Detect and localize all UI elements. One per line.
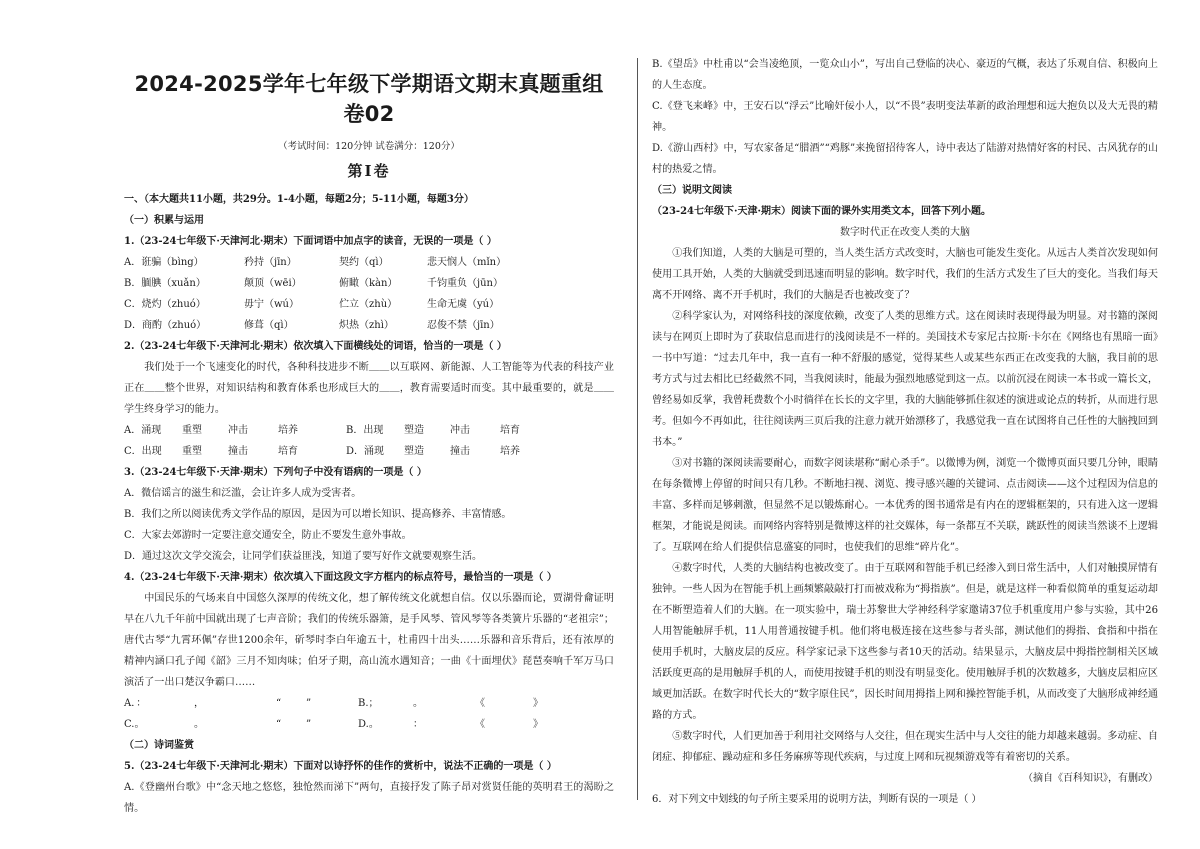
q6-stem: 6．对下列文中划线的句子所主要采用的说明方法，判断有误的一项是（ ） bbox=[652, 794, 982, 805]
q1-cell: 修葺（qì） bbox=[244, 320, 294, 331]
q2-passage: 我们处于一个飞速变化的时代，各种科技进步不断＿＿以互联网、新能源、人工智能等为代表的科技产业正在＿＿整个世界，对知识结构和教育体系也形成巨大的＿＿，教育需要适时而变。其中最重要的，就是＿＿学生终身学习的能力。 bbox=[124, 362, 614, 415]
q4-cell: 。 bbox=[194, 719, 204, 730]
q2-cell: 重塑 bbox=[182, 446, 202, 457]
q1-stem: 1.（23-24七年级下·天津河北·期末）下面词语中加点字的读音，无误的一项是（ ） bbox=[124, 236, 497, 247]
q4-cell: 《 bbox=[475, 719, 485, 730]
q4-stem: 4.（23-24七年级下·天津·期末）依次填入下面这段文字方框内的标点符号，最恰当的一项是（ ） bbox=[124, 572, 557, 583]
q1-cell: A．诳骗（bìng） bbox=[124, 257, 204, 268]
q4-cell: ” bbox=[306, 698, 312, 709]
q1-cell: D．商酌（zhuó） bbox=[124, 320, 207, 331]
q1-cell: 炽热（zhì） bbox=[339, 320, 394, 331]
q3-option: A．微信谣言的滋生和泛滥，会让许多人成为受害者。 bbox=[124, 488, 362, 499]
q4-option-row bbox=[124, 693, 614, 714]
q4-cell: 》 bbox=[533, 698, 543, 709]
q4-cell: A．： bbox=[124, 698, 147, 709]
q4-option-row bbox=[124, 714, 614, 735]
q1-cell: 颠顶（wēi） bbox=[244, 278, 302, 289]
q2-option-row bbox=[124, 420, 614, 441]
q2-cell: 重塑 bbox=[182, 425, 202, 436]
q4-cell: B.； bbox=[358, 698, 379, 709]
q2-cell: 冲击 bbox=[450, 425, 470, 436]
article-paragraph: ①我们知道，人类的大脑是可塑的，当人类生活方式改变时，大脑也可能发生变化。从远古人类首次发现如何使用工具开始，人类的大脑就受到迅速而明显的影响。数字时代，我们的生活方式发生了巨大的变化。当我们每天离不开网络、离不开手机时，我们的大脑是否也被改变了？ bbox=[652, 248, 1158, 301]
article-source: （摘自《百科知识》，有删改） bbox=[1023, 773, 1158, 784]
sub-heading-2: （二）诗词鉴赏 bbox=[124, 740, 194, 751]
q1-option-row bbox=[124, 252, 614, 273]
reading-stem: （23-24七年级下·天津·期末）阅读下面的课外实用类文本，回答下列小题。 bbox=[652, 206, 991, 217]
q2-cell: 撞击 bbox=[450, 446, 470, 457]
q5-stem: 5.（23-24七年级下·天津河北·期末）下面对以诗抒怀的佳作的赏析中，说法不正确的一项是（ ） bbox=[124, 761, 557, 772]
q3-option: D．通过这次文学交流会，让同学们获益匪浅，知道了要写好作文就要观察生活。 bbox=[124, 551, 483, 562]
q2-cell: D．涌现 bbox=[346, 446, 385, 457]
q2-cell: 培育 bbox=[278, 446, 298, 457]
right-column bbox=[642, 0, 1200, 849]
q2-cell: 培养 bbox=[500, 446, 520, 457]
q2-cell: 培育 bbox=[500, 425, 520, 436]
q2-cell: 培养 bbox=[278, 425, 298, 436]
q3-stem: 3.（23-24七年级下·天津·期末）下列句子中没有语病的一项是（ ） bbox=[124, 467, 427, 478]
q1-cell: 忍俊不禁（jīn） bbox=[427, 320, 500, 331]
q1-option-row bbox=[124, 315, 614, 336]
q2-cell: B．出现 bbox=[346, 425, 384, 436]
q2-cell: 塑造 bbox=[404, 425, 424, 436]
article-paragraph: ④数字时代，人类的大脑结构也被改变了。由于互联网和智能手机已经渗入到日常生活中，人们对触摸屏情有独钟。一些人因为在智能手机上画频繁敲敲打打而被戏称为“拇指族”。但是，就是这样一种看似简单的重复运动却在不断塑造着人们的大脑。在一项实验中，瑞士苏黎世大学神经科学家邀请37位手机重度用户参与实验，其中26人用智能触屏手机，11人用普通按键手机。他们将电极连接在这些参与者头部，测试他们的拇指、食指和中指在使用手机时，大脑皮层的反应。科学家记录下这些参与者10天的活动。结果显示，大脑皮层中拇指控制相关区域活跃度更高的是用触屏手机的人，而使用按键手机的则没有明显变化。使用触屏手机的次数越多，大脑皮层相应区域更加活跃。在数字时代长大的“数字原住民”，因长时间用拇指上网和操控智能手机，从而改变了大脑形成神经通路的方式。 bbox=[652, 563, 1158, 721]
article-title: 数字时代正在改变人类的大脑 bbox=[840, 227, 970, 238]
q2-cell: 冲击 bbox=[228, 425, 248, 436]
q2-option-row bbox=[124, 441, 614, 462]
q1-cell: 悲天悯人（mǐn） bbox=[427, 257, 507, 268]
q5-option-a: A.《登幽州台歌》中“念天地之悠悠，独怆然而涕下”两句，直接抒发了陈子昂对赏贤任能的英明君王的渴盼之情。 bbox=[124, 782, 614, 814]
q3-option: B．我们之所以阅读优秀文学作品的原因，是因为可以增长知识、提高修养、丰富情感。 bbox=[124, 509, 512, 520]
article-paragraph: ②科学家认为，对网络科技的深度依赖，改变了人类的思维方式。这在阅读时表现得最为明显。对书籍的深阅读与在网页上即时为了获取信息而进行的浅阅读是不一样的。美国技术专家尼古拉斯·卡尔在《网络也有黑暗一面》一书中写道：“过去几年中，我一直有一种不舒服的感觉，觉得某些人或某些东西正在改变我的大脑，我目前的思考方式与过去相比已经截然不同，当我阅读时，能最为强烈地感觉到这一点。以前沉浸在阅读一本书或一篇长文，曾经易如反掌，我曾耗费数个小时徜徉在长长的文字里，我的大脑能够抓住叙述的演进或论点的转折，从而进行思考。但如今不再如此，往往阅读两三页后我的注意力就开始漂移了，我感觉我一直在试图将自己任性的大脑拽回到书本。” bbox=[652, 311, 1158, 448]
q2-stem: 2.（23-24七年级下·天津河北·期末）依次填入下面横线处的词语，恰当的一项是（ ） bbox=[124, 341, 507, 352]
q5-option-b: B.《望岳》中杜甫以“会当凌绝顶，一览众山小”，写出自己登临的决心、豪迈的气概，表达了乐观自信、积极向上的人生态度。 bbox=[652, 59, 1158, 91]
column-divider bbox=[637, 58, 638, 800]
q4-cell: “ bbox=[276, 698, 282, 709]
q2-cell: C．出现 bbox=[124, 446, 162, 457]
q2-cell: A．涌现 bbox=[124, 425, 162, 436]
q3-option: C．大家去郊游时一定要注意交通安全，防止不要发生意外事故。 bbox=[124, 530, 412, 541]
q1-option-row bbox=[124, 273, 614, 294]
q1-cell: B．腼腆（xuǎn） bbox=[124, 278, 206, 289]
q1-cell: 俯瞰（kàn） bbox=[339, 278, 398, 289]
q1-cell: 千钧重负（jūn） bbox=[427, 278, 503, 289]
q1-cell: C．烧灼（zhuó） bbox=[124, 299, 206, 310]
q4-cell: 》 bbox=[533, 719, 543, 730]
page-title: 2024-2025学年七年级下学期语文期末真题重组卷02 bbox=[134, 72, 604, 126]
q2-cell: 塑造 bbox=[404, 446, 424, 457]
q1-cell: 矜持（jīn） bbox=[244, 257, 297, 268]
part-heading: 一、（本大题共11小题，共29分。1-4小题，每题2分；5-11小题，每题3分） bbox=[124, 194, 474, 205]
q4-cell: C.。 bbox=[124, 719, 145, 730]
q5-option-d: D.《游山西村》中，写农家备足“腊酒”“鸡豚”来挽留招待客人，诗中表达了陆游对热情好客的村民、古风犹存的山村的热爱之情。 bbox=[652, 143, 1158, 175]
sub-heading-1: （一）积累与运用 bbox=[124, 215, 204, 226]
q4-cell: D.。 bbox=[358, 719, 379, 730]
q2-cell: 撞击 bbox=[228, 446, 248, 457]
q4-passage: 中国民乐的气场来自中国悠久深厚的传统文化，想了解传统文化就想自信。仅以乐器而论，贾湖骨龠证明早在八九千年前中国就出现了七声音阶；我们的传统乐器箫，是手风琴、管风琴等各类簧片乐器的“老祖宗”；唐代古琴“九霄环佩”存世1200余年，斫琴时李白年逾五十，杜甫四十出头……乐器和音乐背后，还有浓厚的精神内涵口孔子闻《韶》三月不知肉味；伯牙子期，高山流水遇知音；一曲《十面埋伏》琵琶奏响千军万马口演活了一出口楚汉争霸口…… bbox=[124, 593, 614, 688]
q1-cell: 契约（qì） bbox=[339, 257, 389, 268]
q1-option-row bbox=[124, 294, 614, 315]
q4-cell: “ bbox=[276, 719, 282, 730]
q4-cell: ： bbox=[413, 719, 423, 730]
sub-heading-3: （三）说明文阅读 bbox=[652, 185, 732, 196]
q1-cell: 生命无虞（yú） bbox=[427, 299, 500, 310]
q4-cell: 。 bbox=[413, 698, 423, 709]
article-paragraph: ③对书籍的深阅读需要耐心，而数字阅读堪称“耐心杀手”。以微博为例，浏览一个微博页面只要几分钟，眼睛在每条微博上停留的时间只有几秒。不断地扫视、浏览、搜寻感兴趣的关键词、点击阅读——这个过程因为信息的丰富、多样而足够刺激，但显然不足以锻炼耐心。一本优秀的图书通常是有内在的逻辑框架的，只有进入这一逻辑框架，才能说是阅读。而网络内容特别是微博这样的社交媒体，每一条都互不关联，跳跃性的阅读当然谈不上逻辑了。互联网在给人们提供信息盛宴的同时，也使我们的思维“碎片化”。 bbox=[652, 458, 1158, 553]
q5-option-c: C.《登飞来峰》中，王安石以“浮云”比喻奸佞小人，以“不畏”表明变法革新的政治理想和远大抱负以及大无畏的精神。 bbox=[652, 101, 1158, 133]
section-title: 第Ⅰ卷 bbox=[347, 162, 391, 180]
q1-cell: 伫立（zhù） bbox=[339, 299, 398, 310]
article-paragraph: ⑤数字时代，人们更加善于利用社交网络与人交往，但在现实生活中与人交往的能力却越来越弱。多动症、自闭症、抑郁症、躁动症和多任务麻痹等现代疾病，与过度上网和玩视频游戏等有着密切的关系。 bbox=[652, 731, 1158, 763]
q1-cell: 毋宁（wú） bbox=[244, 299, 299, 310]
q4-cell: 《 bbox=[475, 698, 485, 709]
exam-info: （考试时间：120分钟 试卷满分：120分） bbox=[278, 141, 460, 152]
q4-cell: ” bbox=[306, 719, 312, 730]
q4-cell: ， bbox=[194, 698, 204, 709]
